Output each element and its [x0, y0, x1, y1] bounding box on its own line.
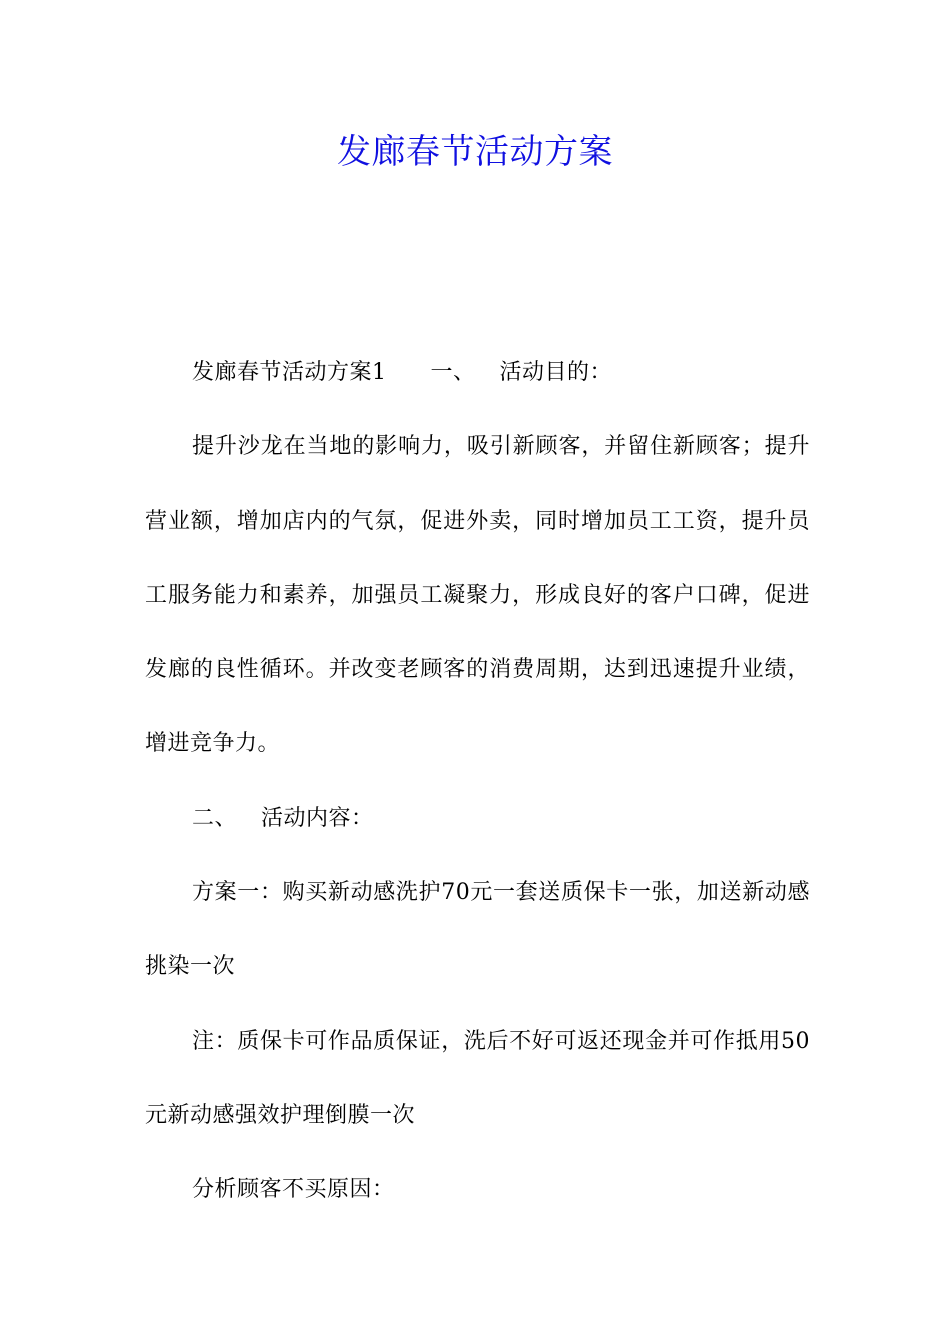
section-heading-content: 活动内容：	[261, 805, 374, 831]
paragraph-purpose-text: 提升沙龙在当地的影响力，吸引新顾客，并留住新顾客；提升营业额，增加店内的气氛，促进外卖，同时增加员工工资，提升员工服务能力和素养，加强员工凝聚力，形成良好的客户口碑，促进发廊的良性循环。并改变老顾客的消费周期，达到迅速提升业绩，增进竞争力。	[145, 434, 810, 757]
plan-label: 发廊春节活动方案1	[192, 360, 387, 385]
paragraph-heading-content	[145, 782, 810, 856]
paragraph-heading-purpose	[145, 336, 810, 410]
document-title: 发廊春节活动方案	[337, 132, 613, 172]
section-number-two: 二、	[192, 805, 238, 831]
section-heading-purpose: 活动目的：	[499, 360, 613, 385]
paragraph-plan-one: 方案一：购买新动感洗护70元一套送质保卡一张，加送新动感挑染一次	[145, 880, 810, 980]
section-number-one: 一、	[430, 360, 476, 385]
paragraph-analysis-heading: 分析顾客不买原因：	[192, 1177, 395, 1203]
document-body	[145, 336, 810, 1228]
paragraph-note: 注：质保卡可作品质保证，洗后不好可返还现金并可作抵用50元新动感强效护理倒膜一次	[145, 1028, 810, 1128]
